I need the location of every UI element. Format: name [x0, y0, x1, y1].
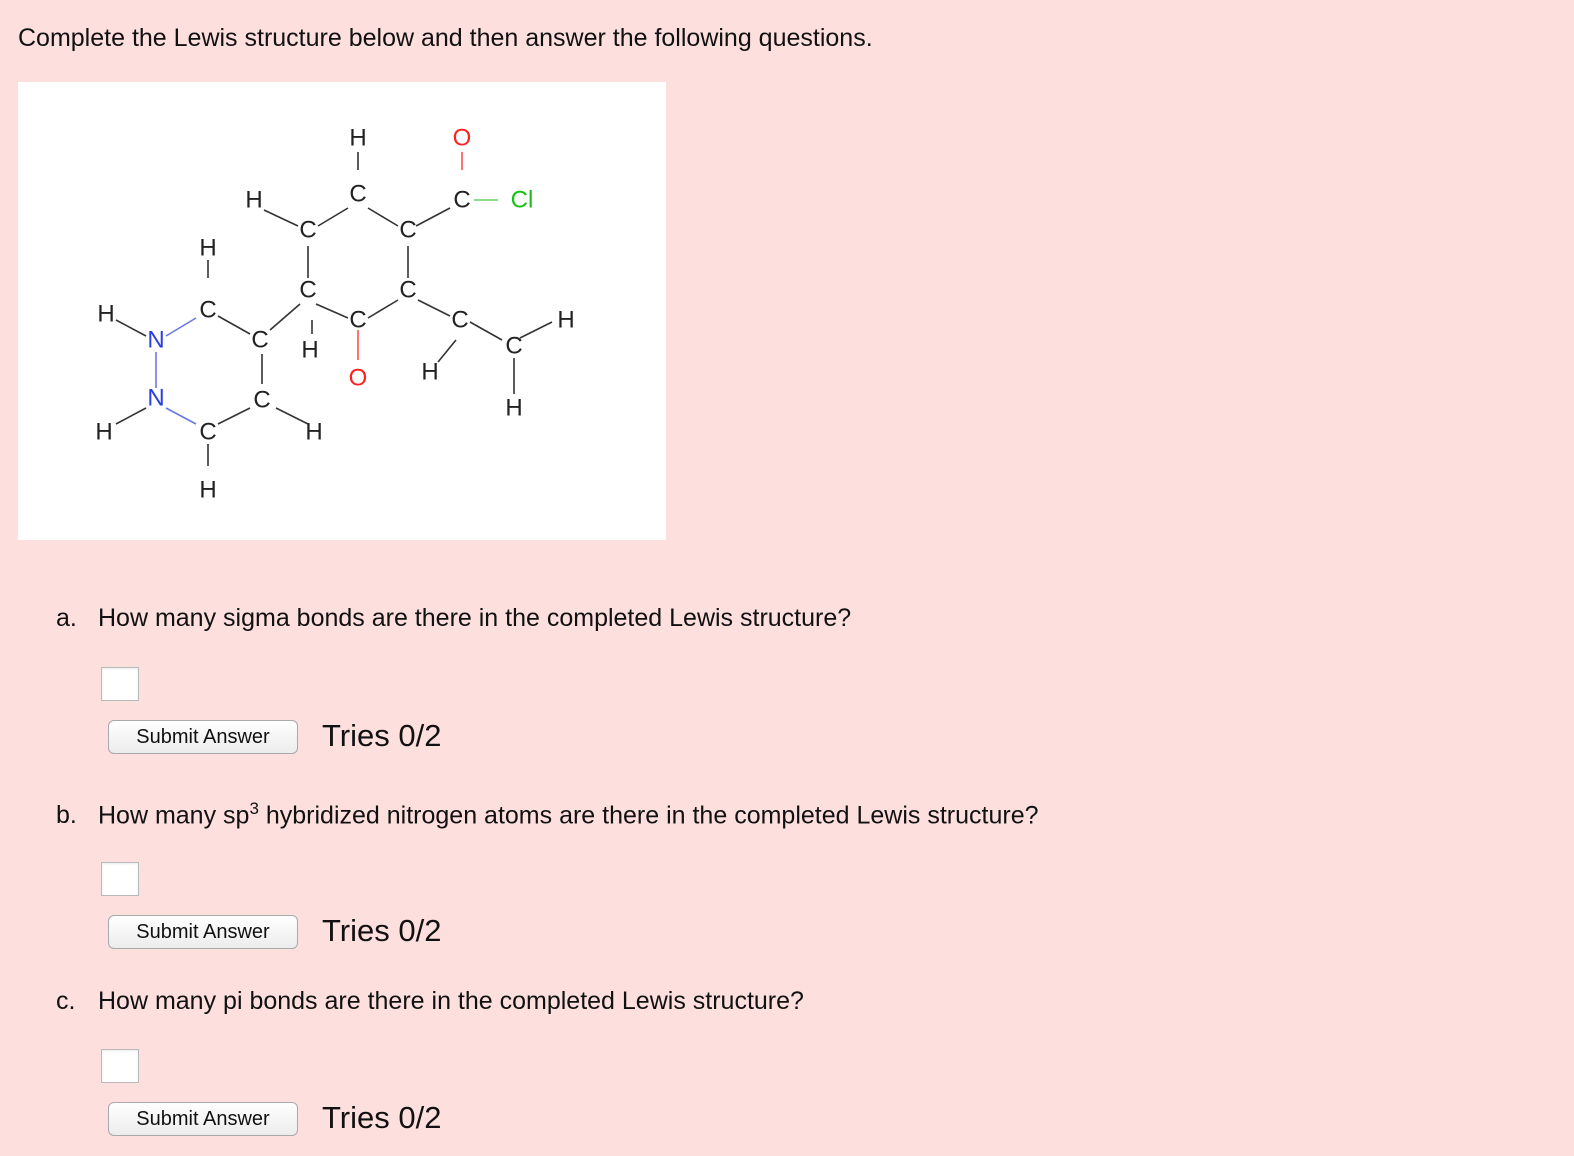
atom-c: C — [199, 418, 217, 446]
atom-h: H — [421, 358, 439, 386]
question-c-text: How many pi bonds are there in the completed Lewis structure? — [98, 987, 804, 1015]
bond-c-c-left-to-ring — [218, 316, 250, 334]
lewis-structure-image — [18, 82, 666, 540]
lewis-structure-diagram — [18, 82, 666, 540]
tries-counter-c: Tries 0/2 — [322, 1100, 442, 1135]
atom-c: C — [453, 186, 471, 214]
atom-cl: Cl — [510, 186, 534, 214]
submit-answer-button-a[interactable]: Submit Answer — [108, 720, 298, 754]
atom-c: C — [399, 276, 417, 304]
question-b-text-before: How many sp — [98, 801, 250, 830]
atom-h: H — [97, 300, 115, 328]
atom-h: H — [505, 394, 523, 422]
atoms — [95, 125, 574, 504]
answer-input-c[interactable] — [101, 1049, 139, 1083]
bond-c-c-tr-top — [416, 208, 450, 226]
atom-h: H — [349, 124, 367, 152]
question-b-text-after: hybridized nitrogen atoms are there in the completed Lewis structure? — [258, 801, 1039, 830]
atom-o: O — [452, 124, 472, 152]
question-c — [56, 987, 804, 1016]
submit-answer-button-c[interactable]: Submit Answer — [108, 1102, 298, 1136]
atom-h: H — [557, 306, 575, 334]
atom-c: C — [251, 326, 269, 354]
atom-c: C — [299, 216, 317, 244]
atom-c: C — [505, 332, 523, 360]
question-a — [56, 604, 851, 633]
bond-c-h-chain-right — [520, 322, 552, 338]
bond-c-c-ring-bl — [270, 304, 300, 330]
bond-n-c-left-upper — [166, 318, 196, 336]
intro-text: Complete the Lewis structure below and then answer the following questions. — [18, 24, 873, 52]
atom-n: N — [147, 384, 165, 412]
question-b-prefix: b. — [56, 801, 77, 830]
bonds — [116, 152, 552, 466]
submit-answer-button-b[interactable]: Submit Answer — [108, 915, 298, 949]
bond-c-c-tm-tr — [368, 208, 398, 226]
atom-c: C — [349, 306, 367, 334]
question-b-superscript: 3 — [249, 799, 259, 818]
atom-c: C — [399, 216, 417, 244]
question-c-prefix: c. — [56, 987, 76, 1015]
question-b — [56, 799, 1039, 830]
bond-c-c-lower — [218, 408, 250, 424]
atom-c: C — [199, 296, 217, 324]
bond-h-n-upper — [116, 320, 146, 336]
atom-n: N — [147, 326, 165, 354]
atom-c: C — [349, 180, 367, 208]
atom-h: H — [199, 234, 217, 262]
atom-h: H — [245, 186, 263, 214]
tries-counter-a: Tries 0/2 — [322, 718, 442, 753]
atom-h: H — [95, 418, 113, 446]
bond-c-h-lower-right — [276, 408, 308, 424]
question-a-prefix: a. — [56, 604, 77, 632]
atom-h: H — [305, 418, 323, 446]
atom-h: H — [301, 336, 319, 364]
bond-c-c-tl-tm — [318, 208, 348, 226]
answer-input-b[interactable] — [101, 862, 139, 896]
tries-counter-b: Tries 0/2 — [322, 913, 442, 948]
bond-c-c-chain — [470, 322, 502, 340]
bond-c-h-chain-below — [438, 340, 456, 362]
bond-h-n-lower — [116, 408, 146, 424]
bond-c-c-bm-mr — [368, 300, 398, 318]
bond-c-c-mr-chain — [418, 300, 450, 316]
atom-c: C — [451, 306, 469, 334]
bond-h-c-upper-left — [264, 210, 298, 226]
atom-c: C — [253, 386, 271, 414]
question-a-text: How many sigma bonds are there in the completed Lewis structure? — [98, 604, 852, 632]
bond-n-c-lower-left — [166, 408, 196, 424]
answer-input-a[interactable] — [101, 667, 139, 701]
atom-o: O — [348, 364, 368, 392]
atom-h: H — [199, 476, 217, 504]
atom-c: C — [299, 276, 317, 304]
bond-c-c-ml-bm — [316, 304, 348, 318]
